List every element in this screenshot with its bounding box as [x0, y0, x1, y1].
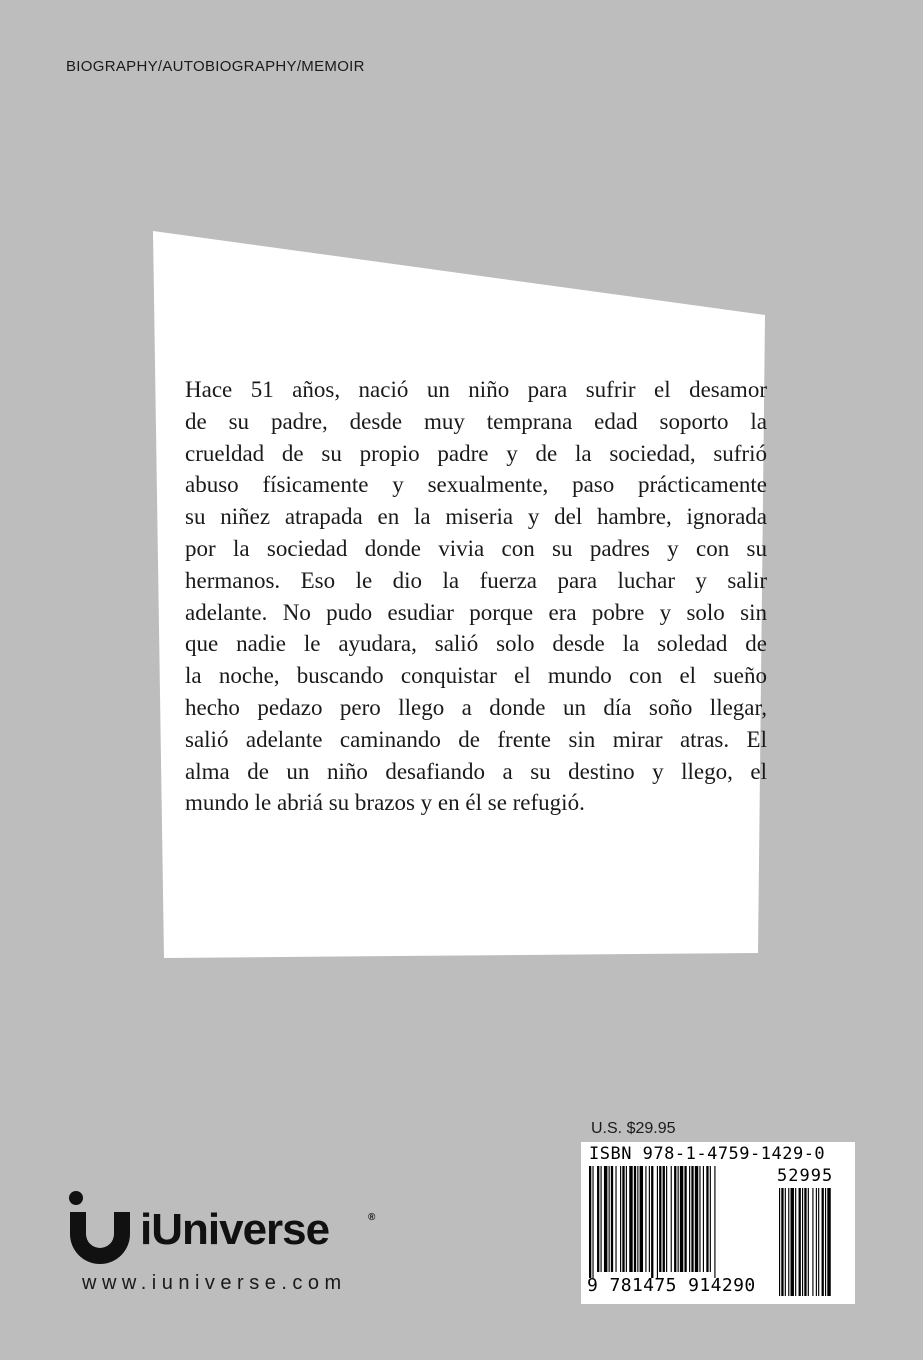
- barcode-bar: [634, 1166, 636, 1272]
- registered-mark: ®: [368, 1212, 376, 1223]
- publisher-logo: [64, 1188, 394, 1268]
- publisher-website: www.iuniverse.com: [82, 1272, 347, 1294]
- category-label: BIOGRAPHY/AUTOBIOGRAPHY/MEMOIR: [66, 58, 365, 75]
- barcode-bar: [640, 1166, 643, 1272]
- addon-bar: [822, 1188, 824, 1296]
- barcode-bar: [626, 1166, 627, 1272]
- barcode-bar: [629, 1166, 632, 1272]
- blurb-line: la noche, buscando conquistar el mundo con el sueño: [185, 663, 767, 689]
- addon-bar: [785, 1188, 786, 1296]
- barcode-bar: [678, 1166, 679, 1272]
- barcode-bar: [609, 1166, 610, 1272]
- addon-bar: [795, 1188, 796, 1296]
- barcode-bar: [611, 1166, 613, 1272]
- addon-bar: [827, 1188, 830, 1296]
- blurb-line: su niñez atrapada en la miseria y del hambre, ignorada: [185, 504, 767, 530]
- blurb-line: crueldad de su propio padre y de la sociedad, sufrió: [185, 440, 767, 466]
- blurb-line: de su padre, desde muy temprana edad soporto la: [185, 408, 767, 434]
- barcode-bar: [689, 1166, 690, 1272]
- blurb-line: por la sociedad donde vivia con su padres y con su: [185, 535, 767, 561]
- barcode-bar: [663, 1166, 665, 1272]
- barcode-bar: [710, 1166, 711, 1272]
- price-label: U.S. $29.95: [591, 1120, 676, 1137]
- barcode-bar: [601, 1166, 602, 1272]
- barcode-bar: [659, 1166, 661, 1272]
- barcode-bar: [592, 1166, 593, 1278]
- addon-bar: [799, 1188, 801, 1296]
- addon-bar: [812, 1188, 813, 1296]
- barcode-bar: [651, 1166, 653, 1278]
- isbn-text: ISBN 978-1-4759-1429-0: [589, 1144, 826, 1164]
- blurb-line: que nadie le ayudara, salió solo desde la soledad de: [185, 631, 767, 657]
- addon-bar: [802, 1188, 803, 1296]
- barcode-bar: [706, 1166, 708, 1272]
- publisher-name: iUniverse: [140, 1205, 330, 1254]
- barcode-bar: [671, 1166, 672, 1272]
- barcode-bar: [645, 1166, 646, 1272]
- blurb-line: salió adelante caminando de frente sin mirar atras. El: [185, 726, 767, 752]
- barcode-digits: 9 781475 914290: [587, 1275, 756, 1296]
- barcode-bar: [597, 1166, 599, 1272]
- blurb-line: mundo le abriá su brazos y en él se refugió.: [185, 790, 585, 816]
- barcode-bar: [691, 1166, 693, 1272]
- addon-bar: [779, 1188, 780, 1296]
- addon-bar: [816, 1188, 817, 1296]
- addon-bar: [791, 1188, 794, 1296]
- blurb-line: Hace 51 años, nació un niño para sufrir el desamor: [185, 377, 767, 402]
- barcode-bar: [637, 1166, 638, 1272]
- addon-bar: [781, 1188, 783, 1296]
- blurb-line: adelante. No pudo esudiar porque era pobre y solo sin: [185, 599, 767, 625]
- barcode-bar: [622, 1166, 624, 1272]
- barcode-bar: [680, 1166, 683, 1272]
- addon-bar: [804, 1188, 806, 1296]
- addon-bar: [825, 1188, 826, 1296]
- barcode-bar: [589, 1166, 591, 1278]
- barcode-bar: [620, 1166, 621, 1272]
- addon-bar: [808, 1188, 809, 1296]
- barcode-bar: [615, 1166, 616, 1272]
- blurb-line: alma de un niño desafiando a su destino y llego, el: [185, 758, 767, 784]
- blurb-line: abuso físicamente y sexualmente, paso prácticamente: [185, 472, 767, 498]
- barcode-bar: [674, 1166, 676, 1272]
- barcode-bar: [684, 1166, 686, 1272]
- blurb-line: hecho pedazo pero llego a donde un día soño llegar,: [185, 694, 767, 720]
- barcode-bar: [604, 1166, 607, 1272]
- barcode-bar: [649, 1166, 650, 1272]
- barcode-box: [581, 1142, 855, 1304]
- barcode-bar: [714, 1166, 715, 1278]
- barcode-addon: 52995: [777, 1166, 834, 1186]
- blurb-text: [185, 374, 767, 819]
- barcode-bar: [703, 1166, 704, 1272]
- barcode-bar: [699, 1166, 700, 1272]
- addon-bar: [788, 1188, 789, 1296]
- barcode-bar: [695, 1166, 698, 1272]
- iuniverse-logo-icon: [64, 1188, 136, 1268]
- addon-bar: [818, 1188, 819, 1296]
- barcode-bar: [657, 1166, 658, 1278]
- blurb-line: hermanos. Eso le dio la fuerza para luchar y salir: [185, 567, 767, 593]
- barcode-bar: [666, 1166, 667, 1272]
